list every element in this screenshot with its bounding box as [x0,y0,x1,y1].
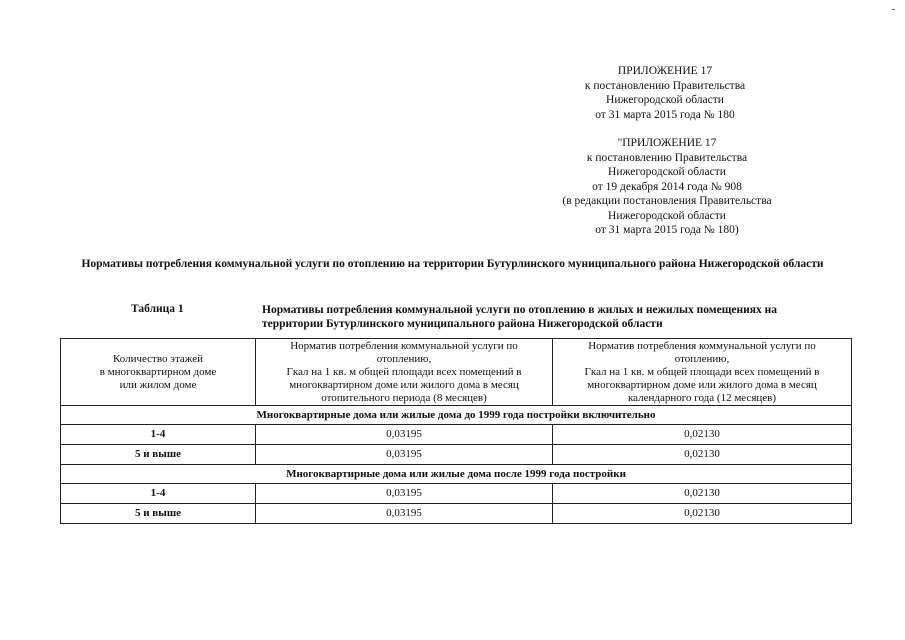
header-norm-12-months [553,339,852,406]
cell-norm-8: 0,03195 [256,484,553,504]
appendix-header-original [547,136,787,238]
cell-norm-12: 0,02130 [553,484,852,504]
section-title: Многоквартирные дома или жилые дома до 1999 года постройки включительно [61,406,852,425]
header-floors [61,339,256,406]
table-caption-line: территории Бутурлинского муниципального района Нижегородской области [262,318,663,330]
header-line: Норматив потребления коммунальной услуги по [290,339,518,352]
table-row [61,445,852,465]
table-row [61,504,852,524]
appendix-line: Нижегородской области [608,209,726,222]
header-line: или жилом доме [119,378,197,391]
header-line: отоплению, [376,352,432,365]
norms-table [60,338,852,524]
header-line: многоквартирном доме или жилого дома в месяц [289,378,519,391]
appendix-line: (в редакции постановления Правительства [562,195,772,207]
cell-norm-8: 0,03195 [256,504,553,524]
header-line: отоплению, [674,352,730,365]
appendix-line: "ПРИЛОЖЕНИЕ 17 [617,137,717,149]
section-title: Многоквартирные дома или жилые дома после 1999 года постройки [61,465,852,484]
cell-floors: 5 и выше [61,445,256,465]
section-row [61,406,852,425]
cell-norm-8: 0,03195 [256,445,553,465]
cell-floors: 1-4 [61,425,256,445]
table-caption-line: Нормативы потребления коммунальной услуги по отоплению в жилых и нежилых помещениях на [262,304,778,316]
appendix-line: к постановлению Правительства [586,151,748,164]
appendix-line: от 31 марта 2015 года № 180 [595,108,735,121]
cell-norm-12: 0,02130 [553,425,852,445]
document-title: Нормативы потребления коммунальной услуги по отоплению на территории Бутурлинского муниципального района Нижегородской области [81,258,824,270]
header-line: Количество этажей [112,352,204,365]
header-line: календарного года (12 месяцев) [627,391,777,404]
appendix-line: от 19 декабря 2014 года № 908 [592,180,742,193]
cell-floors: 1-4 [61,484,256,504]
scan-mark: - [891,4,895,15]
cell-floors: 5 и выше [61,504,256,524]
table-label: Таблица 1 [131,303,184,315]
header-line: Норматив потребления коммунальной услуги по [588,339,816,352]
appendix-line: Нижегородской области [608,166,726,178]
header-line: в многоквартирном доме [99,365,217,378]
header-line: Гкал на 1 кв. м общей площади всех помещений в [286,365,522,378]
appendix-line: ПРИЛОЖЕНИЕ 17 [617,65,713,77]
appendix-line: к постановлению Правительства [584,79,746,92]
header-norm-8-months [256,339,553,406]
table-header-row [61,339,852,406]
appendix-line: от 31 марта 2015 года № 180) [595,224,739,236]
cell-norm-8: 0,03195 [256,425,553,445]
table-caption [262,303,822,331]
header-line: многоквартирном доме или жилого дома в месяц [587,378,817,391]
cell-norm-12: 0,02130 [553,504,852,524]
header-line: Гкал на 1 кв. м общей площади всех помещений в [584,365,820,378]
table-row [61,484,852,504]
header-line: отопительного периода (8 месяцев) [321,391,487,404]
appendix-header-current [555,64,775,122]
cell-norm-12: 0,02130 [553,445,852,465]
section-row [61,465,852,484]
appendix-line: Нижегородской области [606,94,724,106]
table-row [61,425,852,445]
